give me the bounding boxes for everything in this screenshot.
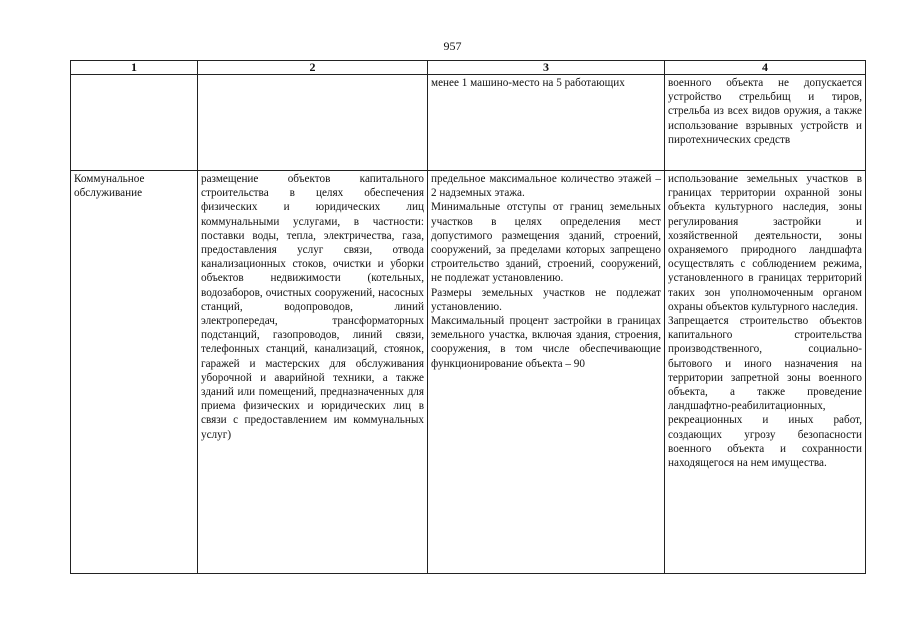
- table-row: [71, 75, 866, 171]
- table-row: [71, 171, 866, 574]
- cell-land-use-type: [71, 171, 198, 574]
- cell-land-use-type: [71, 75, 198, 171]
- page-number: 957: [443, 39, 462, 53]
- cell-parameters: [428, 171, 665, 574]
- cell-paragraph: Коммунальное обслуживание: [74, 173, 145, 200]
- column-header-3: 3: [428, 61, 665, 75]
- cell-restrictions: [665, 171, 866, 574]
- regulations-table: [70, 60, 866, 574]
- cell-paragraph: использование земельных участков в границах территории охранной зоны объекта культурного наследия, зоны регулирования застройки и хозяйственной деятельности, зоны охраняемого природного ландшафта осуществлять с соблюдением режима, установленного в границах территорий таких зон уполномоченным органом охраны объектов культурного наследия.: [668, 173, 862, 313]
- cell-paragraph: Запрещается строительство объектов капитального строительства производственного, социально-бытового и иного назначения на территории запретной зоны военного объекта, а также проведение ландшафтно-реабилитационных, рекреационных и иных работ, создающих угрозу безопасности военного объекта и сохранности находящегося на нем имущества.: [668, 315, 862, 470]
- cell-parameters: [428, 75, 665, 171]
- cell-paragraph: размещение объектов капитального строительства в целях обеспечения физических и юридических лиц коммунальными услугами, в частности: поставки воды, тепла, электричества, газа, предоставления услуг связи, отвода канализационных стоков, очистки и уборки объектов недвижимости (котельных, водозаборов, очистных сооружений, насосных станций, водопроводов, линий электропередач, трансформаторных подстанций, газопроводов, линий связи, телефонных станций, канализаций, стоянок, гаражей и мастерских для обслуживания уборочной и аварийной техники, а также зданий или помещений, предназначенных для приема физических и юридических лиц в связи с предоставлением им коммунальных услуг): [201, 173, 424, 441]
- cell-paragraph: Максимальный процент застройки в границах земельного участка, включая здания, строения, сооружения, в том числе обеспечивающие функционирование объекта – 90: [431, 315, 661, 370]
- cell-paragraph: менее 1 машино-место на 5 работающих: [431, 77, 625, 89]
- cell-restrictions: [665, 75, 866, 171]
- column-header-4: 4: [665, 61, 866, 75]
- column-header-1: 1: [71, 61, 198, 75]
- cell-paragraph: Минимальные отступы от границ земельных участков в целях определения мест допустимого размещения зданий, строений, сооружений, за пределами которых запрещено строительство зданий, строений, сооружений, не подлежат установлению.: [431, 201, 661, 285]
- cell-paragraph: предельное максимальное количество этажей – 2 надземных этажа.: [431, 173, 661, 200]
- table-header-row: [71, 61, 866, 75]
- cell-paragraph: Размеры земельных участков не подлежат установлению.: [431, 286, 661, 313]
- column-header-2: 2: [198, 61, 428, 75]
- cell-paragraph: военного объекта не допускается устройство стрельбищ и тиров, стрельба из всех видов оружия, а также использование взрывных устройств и пиротехнических средств: [668, 77, 862, 146]
- cell-use-description: [198, 75, 428, 171]
- cell-use-description: [198, 171, 428, 574]
